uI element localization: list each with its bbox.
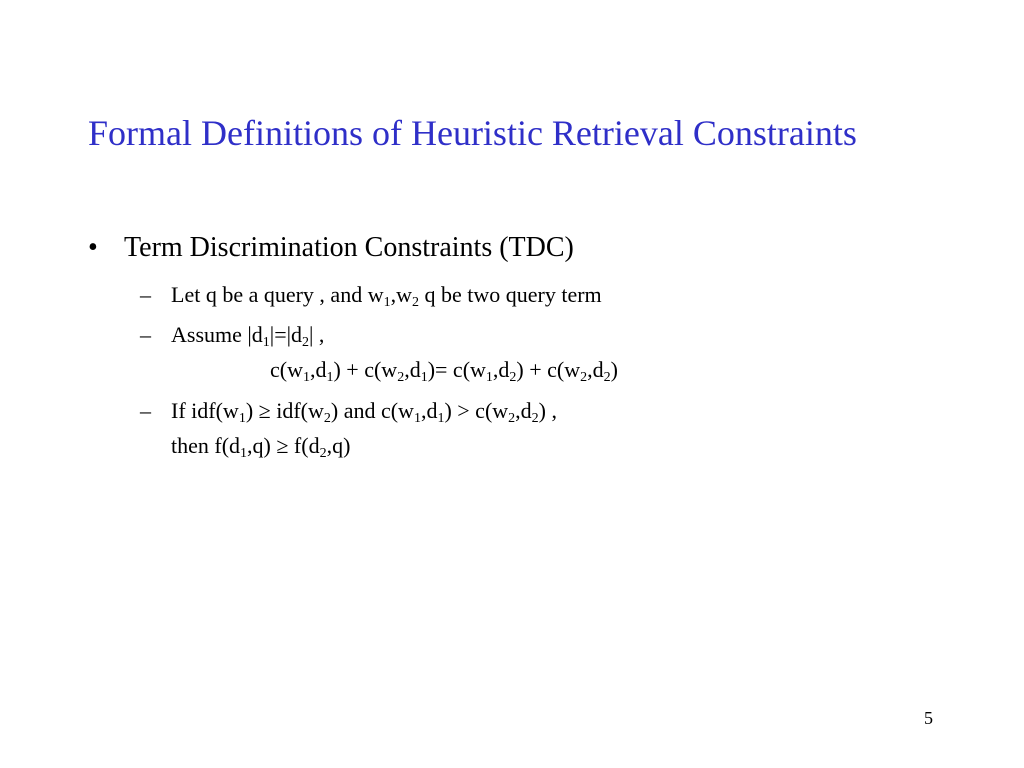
idf-conclusion — [171, 432, 350, 460]
text-segment: ,d — [587, 357, 604, 382]
text-segment: ) — [610, 357, 618, 382]
text-segment: ,d — [492, 357, 510, 382]
bullet-symbol: • — [88, 232, 98, 263]
subscript: 1 — [262, 335, 270, 350]
subscript: 2 — [319, 446, 327, 461]
text-segment: ) ≥ idf(w — [245, 398, 324, 423]
text-segment: ,q) — [326, 433, 351, 458]
text-segment: |=|d — [269, 322, 303, 347]
text-segment: c(w — [270, 357, 303, 382]
subscript: 2 — [531, 411, 539, 426]
text-segment: ) + c(w — [516, 357, 581, 382]
text-segment: ) + c(w — [333, 357, 398, 382]
subscript: 2 — [397, 370, 405, 385]
bullet-tdc — [88, 230, 574, 266]
subscript: 2 — [323, 411, 331, 426]
text-segment: ,d — [309, 357, 327, 382]
text-segment: Assume |d — [171, 322, 263, 347]
subscript: 1 — [326, 370, 334, 385]
subscript: 1 — [240, 446, 248, 461]
subscript: 1 — [485, 370, 493, 385]
subscript: 2 — [508, 411, 516, 426]
text-segment: ,d — [404, 357, 421, 382]
sub-item-query-terms — [140, 281, 602, 309]
text-segment: )= c(w — [427, 357, 486, 382]
subscript: 2 — [302, 335, 310, 350]
assume-formula — [270, 356, 618, 384]
dash-symbol: – — [140, 282, 151, 307]
sub-item-assume — [140, 321, 324, 349]
page-number: 5 — [924, 708, 933, 728]
subscript: 1 — [413, 411, 421, 426]
text-segment: ,q) ≥ f(d — [247, 433, 320, 458]
text-segment: q be two query term — [418, 282, 602, 307]
slide-title: Formal Definitions of Heuristic Retrieval Constraints — [88, 113, 857, 153]
subscript: 2 — [603, 370, 611, 385]
sub-item-idf-condition — [140, 397, 557, 425]
subscript: 1 — [383, 295, 391, 310]
text-segment: If idf(w — [171, 398, 239, 423]
text-segment: ) , — [538, 398, 557, 423]
dash-symbol: – — [140, 398, 151, 423]
text-segment: | , — [309, 322, 325, 347]
text-segment: ,d — [420, 398, 438, 423]
subscript: 1 — [437, 411, 445, 426]
subscript: 1 — [238, 411, 246, 426]
subscript: 1 — [420, 370, 428, 385]
subscript: 2 — [580, 370, 588, 385]
subscript: 1 — [302, 370, 310, 385]
text-segment: ,w — [390, 282, 412, 307]
bullet-text: Term Discrimination Constraints (TDC) — [124, 232, 574, 263]
subscript: 2 — [411, 295, 419, 310]
text-segment: then f(d — [171, 433, 241, 458]
subscript: 2 — [509, 370, 517, 385]
dash-symbol: – — [140, 322, 151, 347]
text-segment: ) and c(w — [330, 398, 414, 423]
text-segment: Let q be a query , and w — [171, 282, 384, 307]
text-segment: ) > c(w — [444, 398, 509, 423]
text-segment: ,d — [515, 398, 532, 423]
